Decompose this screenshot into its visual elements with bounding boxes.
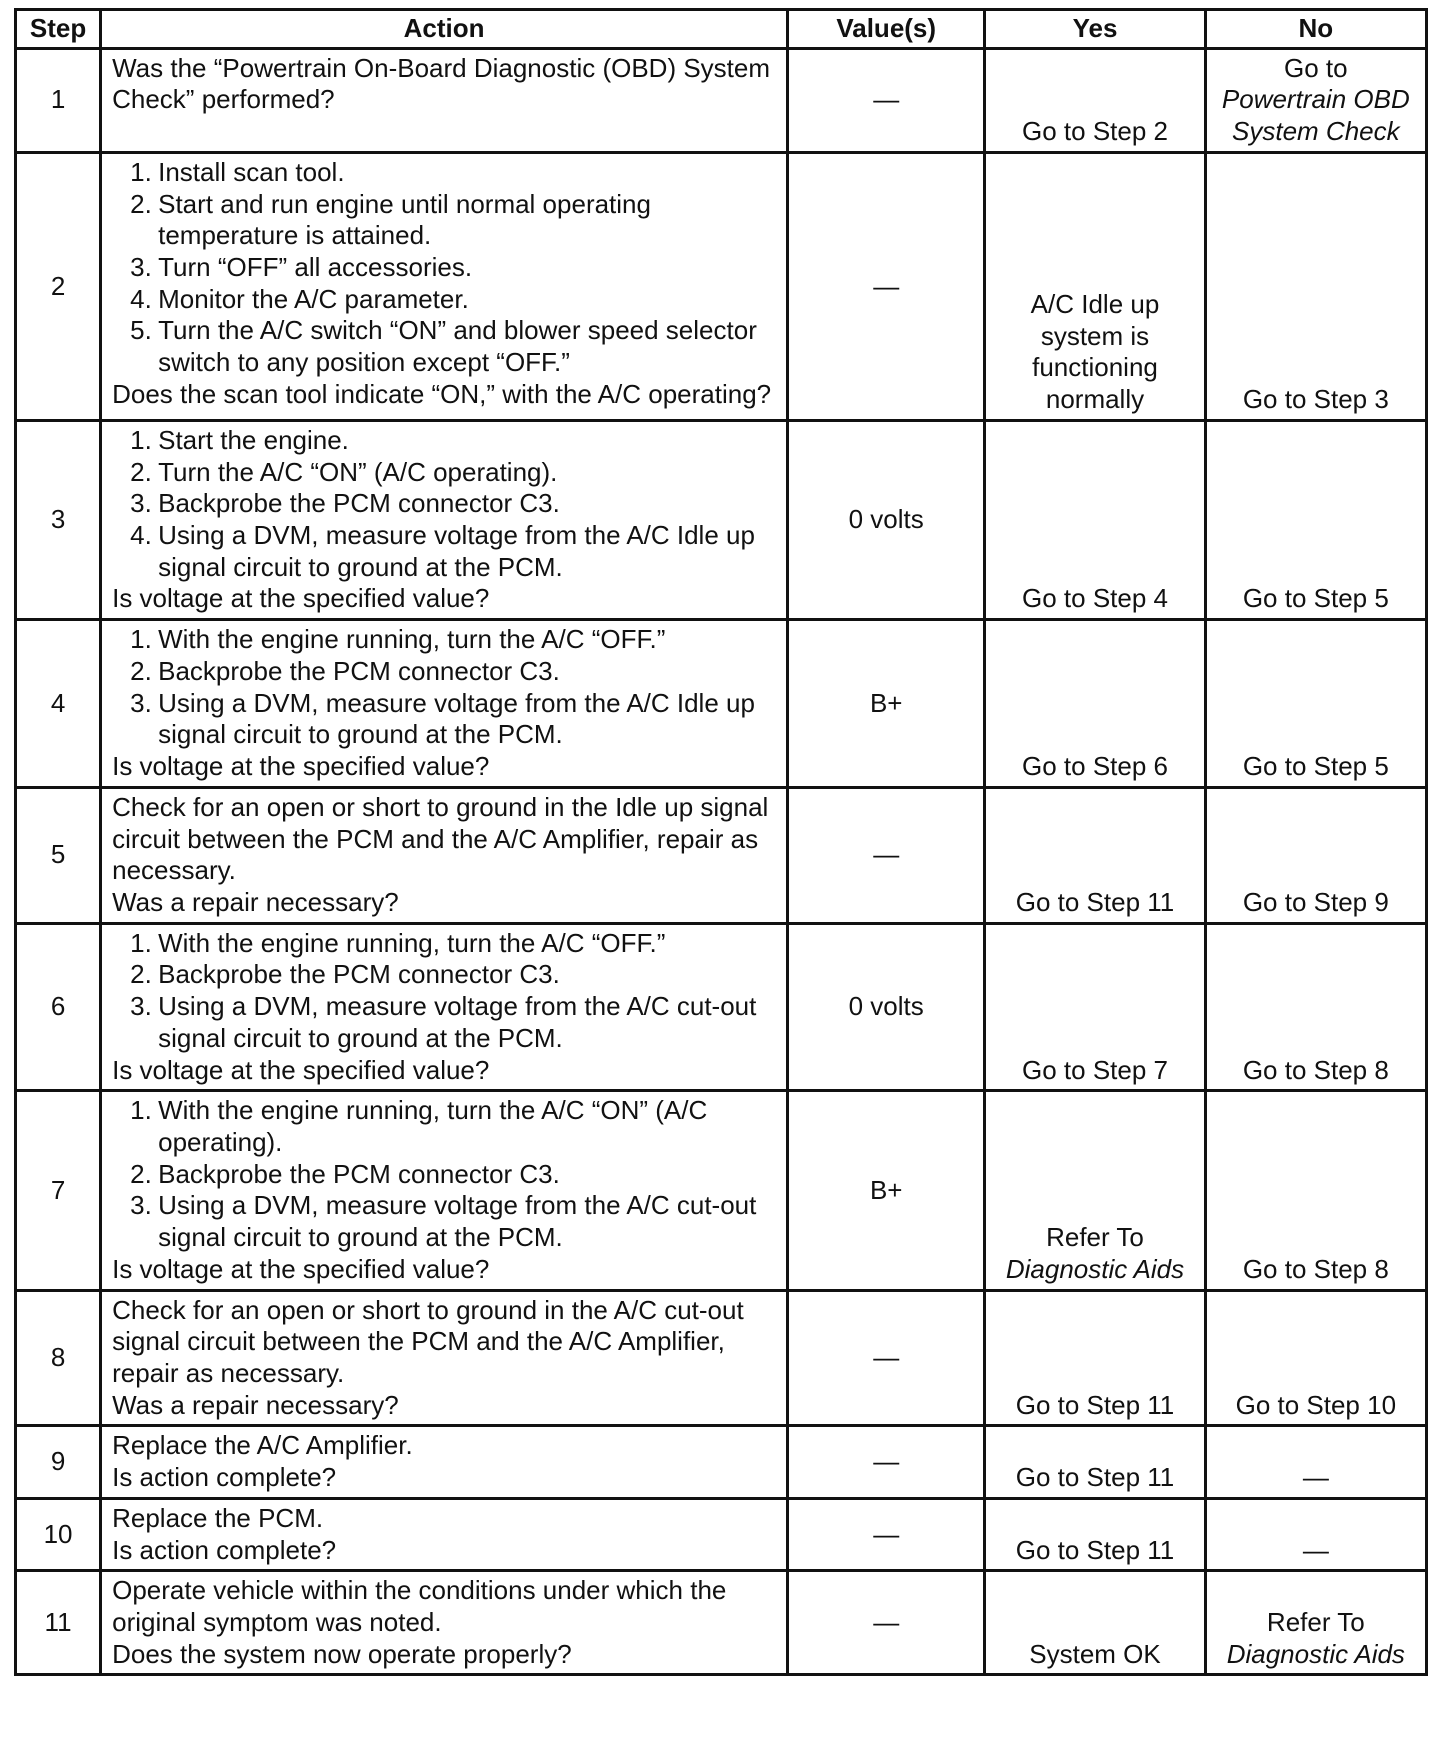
- table-row: [16, 1426, 1427, 1498]
- action-question: Is action complete?: [112, 1462, 337, 1493]
- list-item-text: Start and run engine until normal operating temperature is attained.: [158, 188, 651, 251]
- no-cell: [1205, 1498, 1426, 1570]
- action-list-item: [112, 1190, 776, 1253]
- yes-cell: [985, 1571, 1205, 1675]
- yes-line: Go to Step 11: [1015, 1534, 1175, 1565]
- no-cell: [1205, 48, 1426, 152]
- table-row: [16, 48, 1427, 152]
- no-cell: [1205, 923, 1426, 1091]
- list-item-text: With the engine running, turn the A/C “OFF.”: [158, 927, 666, 958]
- value-cell: —: [788, 1498, 985, 1570]
- list-item-text: Using a DVM, measure voltage from the A/C Idle up signal circuit to ground at the PCM.: [158, 520, 755, 582]
- action-paragraph: Replace the A/C Amplifier.: [112, 1430, 413, 1461]
- action-paragraph: Check for an open or short to ground in the A/C cut-out signal circuit between the PCM and the A/C Amplifier, repair as necessary.: [112, 1294, 744, 1388]
- list-item-text: Start the engine.: [158, 424, 349, 455]
- step-number: 3: [16, 420, 101, 619]
- yes-line: system is: [1040, 320, 1150, 351]
- table-row: [16, 1498, 1427, 1570]
- list-item-number: 5.: [130, 315, 152, 346]
- list-item-text: Backprobe the PCM connector C3.: [158, 959, 560, 990]
- yes-line: Go to Step 11: [1015, 1389, 1175, 1420]
- action-list-item: [112, 520, 776, 583]
- action-question: Was a repair necessary?: [112, 1389, 399, 1420]
- no-line: Go to: [1284, 52, 1348, 83]
- list-item-number: 1.: [130, 1095, 152, 1126]
- yes-cell: [985, 420, 1205, 619]
- no-line: —: [1302, 1534, 1329, 1565]
- yes-line: functioning: [1032, 352, 1158, 383]
- yes-line: Go to Step 11: [1015, 886, 1175, 917]
- no-cell: [1205, 420, 1426, 619]
- step-number: 1: [16, 48, 101, 152]
- header-step: Step: [16, 10, 101, 49]
- action-paragraph: Was the “Powertrain On-Board Diagnostic (OBD) System Check” performed?: [112, 52, 771, 115]
- list-item-number: 3.: [130, 488, 152, 519]
- step-number: 5: [16, 787, 101, 923]
- no-cell: [1205, 620, 1426, 788]
- value-cell: —: [788, 152, 985, 420]
- action-question: Does the system now operate properly?: [112, 1638, 572, 1669]
- no-line: Diagnostic Aids: [1226, 1638, 1405, 1669]
- no-line: Go to Step 5: [1242, 751, 1389, 782]
- list-item-text: Backprobe the PCM connector C3.: [158, 1158, 560, 1189]
- list-item-number: 3.: [130, 991, 152, 1022]
- yes-line: Refer To: [1046, 1222, 1144, 1253]
- action-list-item: [112, 624, 776, 656]
- action-list-item: [112, 189, 776, 252]
- action-list-item: [112, 457, 776, 489]
- no-cell: [1205, 1290, 1426, 1426]
- yes-line: A/C Idle up: [1030, 289, 1160, 319]
- action-cell: [101, 787, 788, 923]
- step-number: 10: [16, 1498, 101, 1570]
- yes-cell: [985, 1290, 1205, 1426]
- list-item-number: 3.: [130, 252, 152, 283]
- action-question: Was a repair necessary?: [112, 886, 399, 917]
- yes-line: Go to Step 11: [1015, 1462, 1175, 1493]
- list-item-text: Install scan tool.: [158, 156, 345, 187]
- action-paragraph: Replace the PCM.: [112, 1502, 324, 1533]
- list-item-number: 4.: [130, 520, 152, 551]
- list-item-number: 2.: [130, 959, 152, 990]
- no-line: Go to Step 3: [1242, 384, 1389, 415]
- list-item-text: Using a DVM, measure voltage from the A/C cut-out signal circuit to ground at the PCM.: [158, 991, 757, 1053]
- yes-cell: [985, 1498, 1205, 1570]
- yes-line: normally: [1045, 384, 1145, 415]
- header-action: Action: [101, 10, 788, 49]
- action-cell: [101, 620, 788, 788]
- diagnostic-table: [14, 8, 1428, 1676]
- action-list-item: [112, 928, 776, 960]
- step-number: 2: [16, 152, 101, 420]
- yes-cell: [985, 152, 1205, 420]
- list-item-text: Using a DVM, measure voltage from the A/C cut-out signal circuit to ground at the PCM.: [158, 1190, 757, 1253]
- list-item-text: Turn “OFF” all accessories.: [158, 252, 473, 283]
- action-question: Is voltage at the specified value?: [112, 751, 490, 782]
- header-values: Value(s): [788, 10, 985, 49]
- table-row: [16, 1571, 1427, 1675]
- action-cell: [101, 1426, 788, 1498]
- action-cell: [101, 48, 788, 152]
- no-line: —: [1302, 1462, 1329, 1493]
- action-paragraph: Check for an open or short to ground in the Idle up signal circuit between the PCM and the A/C Amplifier, repair as necessary.: [112, 791, 769, 886]
- no-cell: [1205, 1571, 1426, 1675]
- step-number: 11: [16, 1571, 101, 1675]
- list-item-number: 2.: [130, 188, 152, 219]
- list-item-number: 2.: [130, 1158, 152, 1189]
- table-row: [16, 1091, 1427, 1290]
- yes-cell: [985, 923, 1205, 1091]
- no-line: Go to Step 8: [1242, 1253, 1389, 1284]
- table-row: [16, 152, 1427, 420]
- list-item-text: Monitor the A/C parameter.: [158, 283, 469, 314]
- list-item-number: 3.: [130, 687, 152, 718]
- step-number: 4: [16, 620, 101, 788]
- action-cell: [101, 923, 788, 1091]
- action-cell: [101, 1571, 788, 1675]
- action-list-item: [112, 284, 776, 316]
- value-cell: —: [788, 787, 985, 923]
- action-list-item: [112, 252, 776, 284]
- no-line: Refer To: [1266, 1607, 1365, 1638]
- step-number: 6: [16, 923, 101, 1091]
- action-list-item: [112, 425, 776, 457]
- yes-line: Go to Step 2: [1022, 116, 1168, 147]
- action-list-item: [112, 1095, 776, 1158]
- value-cell: B+: [788, 1091, 985, 1290]
- no-line: Go to Step 10: [1235, 1389, 1397, 1420]
- value-cell: —: [788, 1571, 985, 1675]
- no-cell: [1205, 1426, 1426, 1498]
- action-list-item: [112, 488, 776, 520]
- no-line: Go to Step 5: [1242, 583, 1389, 614]
- no-cell: [1205, 1091, 1426, 1290]
- action-question: Is action complete?: [112, 1534, 337, 1565]
- action-question: Is voltage at the specified value?: [112, 1054, 490, 1085]
- list-item-number: 1.: [130, 624, 152, 655]
- list-item-text: Backprobe the PCM connector C3.: [158, 655, 560, 686]
- list-item-number: 1.: [130, 156, 152, 187]
- header-row: [16, 10, 1427, 49]
- table-row: [16, 620, 1427, 788]
- value-cell: —: [788, 1426, 985, 1498]
- yes-cell: [985, 48, 1205, 152]
- yes-line: Go to Step 7: [1022, 1054, 1168, 1085]
- value-cell: —: [788, 48, 985, 152]
- list-item-number: 2.: [130, 655, 152, 686]
- action-list-item: [112, 656, 776, 688]
- no-line: System Check: [1232, 116, 1400, 147]
- step-number: 9: [16, 1426, 101, 1498]
- action-question: Does the scan tool indicate “ON,” with the A/C operating?: [112, 378, 772, 409]
- action-list-item: [112, 688, 776, 751]
- yes-line: Go to Step 4: [1022, 583, 1168, 614]
- yes-line: System OK: [1029, 1638, 1161, 1669]
- action-cell: [101, 152, 788, 420]
- action-cell: [101, 1498, 788, 1570]
- yes-cell: [985, 1426, 1205, 1498]
- header-no: No: [1205, 10, 1426, 49]
- no-line: Powertrain OBD: [1221, 84, 1410, 115]
- header-yes: Yes: [985, 10, 1205, 49]
- no-cell: [1205, 152, 1426, 420]
- list-item-text: With the engine running, turn the A/C “ON” (A/C operating).: [158, 1095, 708, 1157]
- yes-cell: [985, 1091, 1205, 1290]
- action-paragraph: Operate vehicle within the conditions under which the original symptom was noted.: [112, 1575, 727, 1638]
- no-line: Go to Step 9: [1242, 886, 1389, 917]
- list-item-number: 1.: [130, 927, 152, 958]
- list-item-number: 1.: [130, 424, 152, 455]
- no-line: Go to Step 8: [1242, 1054, 1389, 1085]
- list-item-number: 3.: [130, 1190, 152, 1221]
- yes-line: Diagnostic Aids: [1005, 1253, 1185, 1284]
- step-number: 8: [16, 1290, 101, 1426]
- action-question: Is voltage at the specified value?: [112, 583, 490, 614]
- table-row: [16, 1290, 1427, 1426]
- list-item-text: With the engine running, turn the A/C “OFF.”: [158, 624, 666, 655]
- list-item-number: 4.: [130, 283, 152, 314]
- no-cell: [1205, 787, 1426, 923]
- yes-line: Go to Step 6: [1022, 751, 1168, 782]
- yes-cell: [985, 620, 1205, 788]
- list-item-text: Backprobe the PCM connector C3.: [158, 488, 560, 519]
- yes-cell: [985, 787, 1205, 923]
- value-cell: 0 volts: [788, 420, 985, 619]
- value-cell: 0 volts: [788, 923, 985, 1091]
- list-item-text: Turn the A/C switch “ON” and blower speed selector switch to any position except “OFF.”: [158, 315, 757, 378]
- value-cell: —: [788, 1290, 985, 1426]
- list-item-text: Turn the A/C “ON” (A/C operating).: [158, 456, 558, 487]
- action-cell: [101, 1091, 788, 1290]
- table-body: [16, 48, 1427, 1675]
- action-list-item: [112, 959, 776, 991]
- table-row: [16, 420, 1427, 619]
- list-item-number: 2.: [130, 456, 152, 487]
- action-cell: [101, 1290, 788, 1426]
- table-row: [16, 923, 1427, 1091]
- action-cell: [101, 420, 788, 619]
- action-list-item: [112, 157, 776, 189]
- action-list-item: [112, 991, 776, 1054]
- table-row: [16, 787, 1427, 923]
- step-number: 7: [16, 1091, 101, 1290]
- list-item-text: Using a DVM, measure voltage from the A/C Idle up signal circuit to ground at the PCM.: [158, 687, 755, 750]
- action-question: Is voltage at the specified value?: [112, 1253, 490, 1284]
- action-list-item: [112, 315, 776, 378]
- action-list-item: [112, 1159, 776, 1191]
- value-cell: B+: [788, 620, 985, 788]
